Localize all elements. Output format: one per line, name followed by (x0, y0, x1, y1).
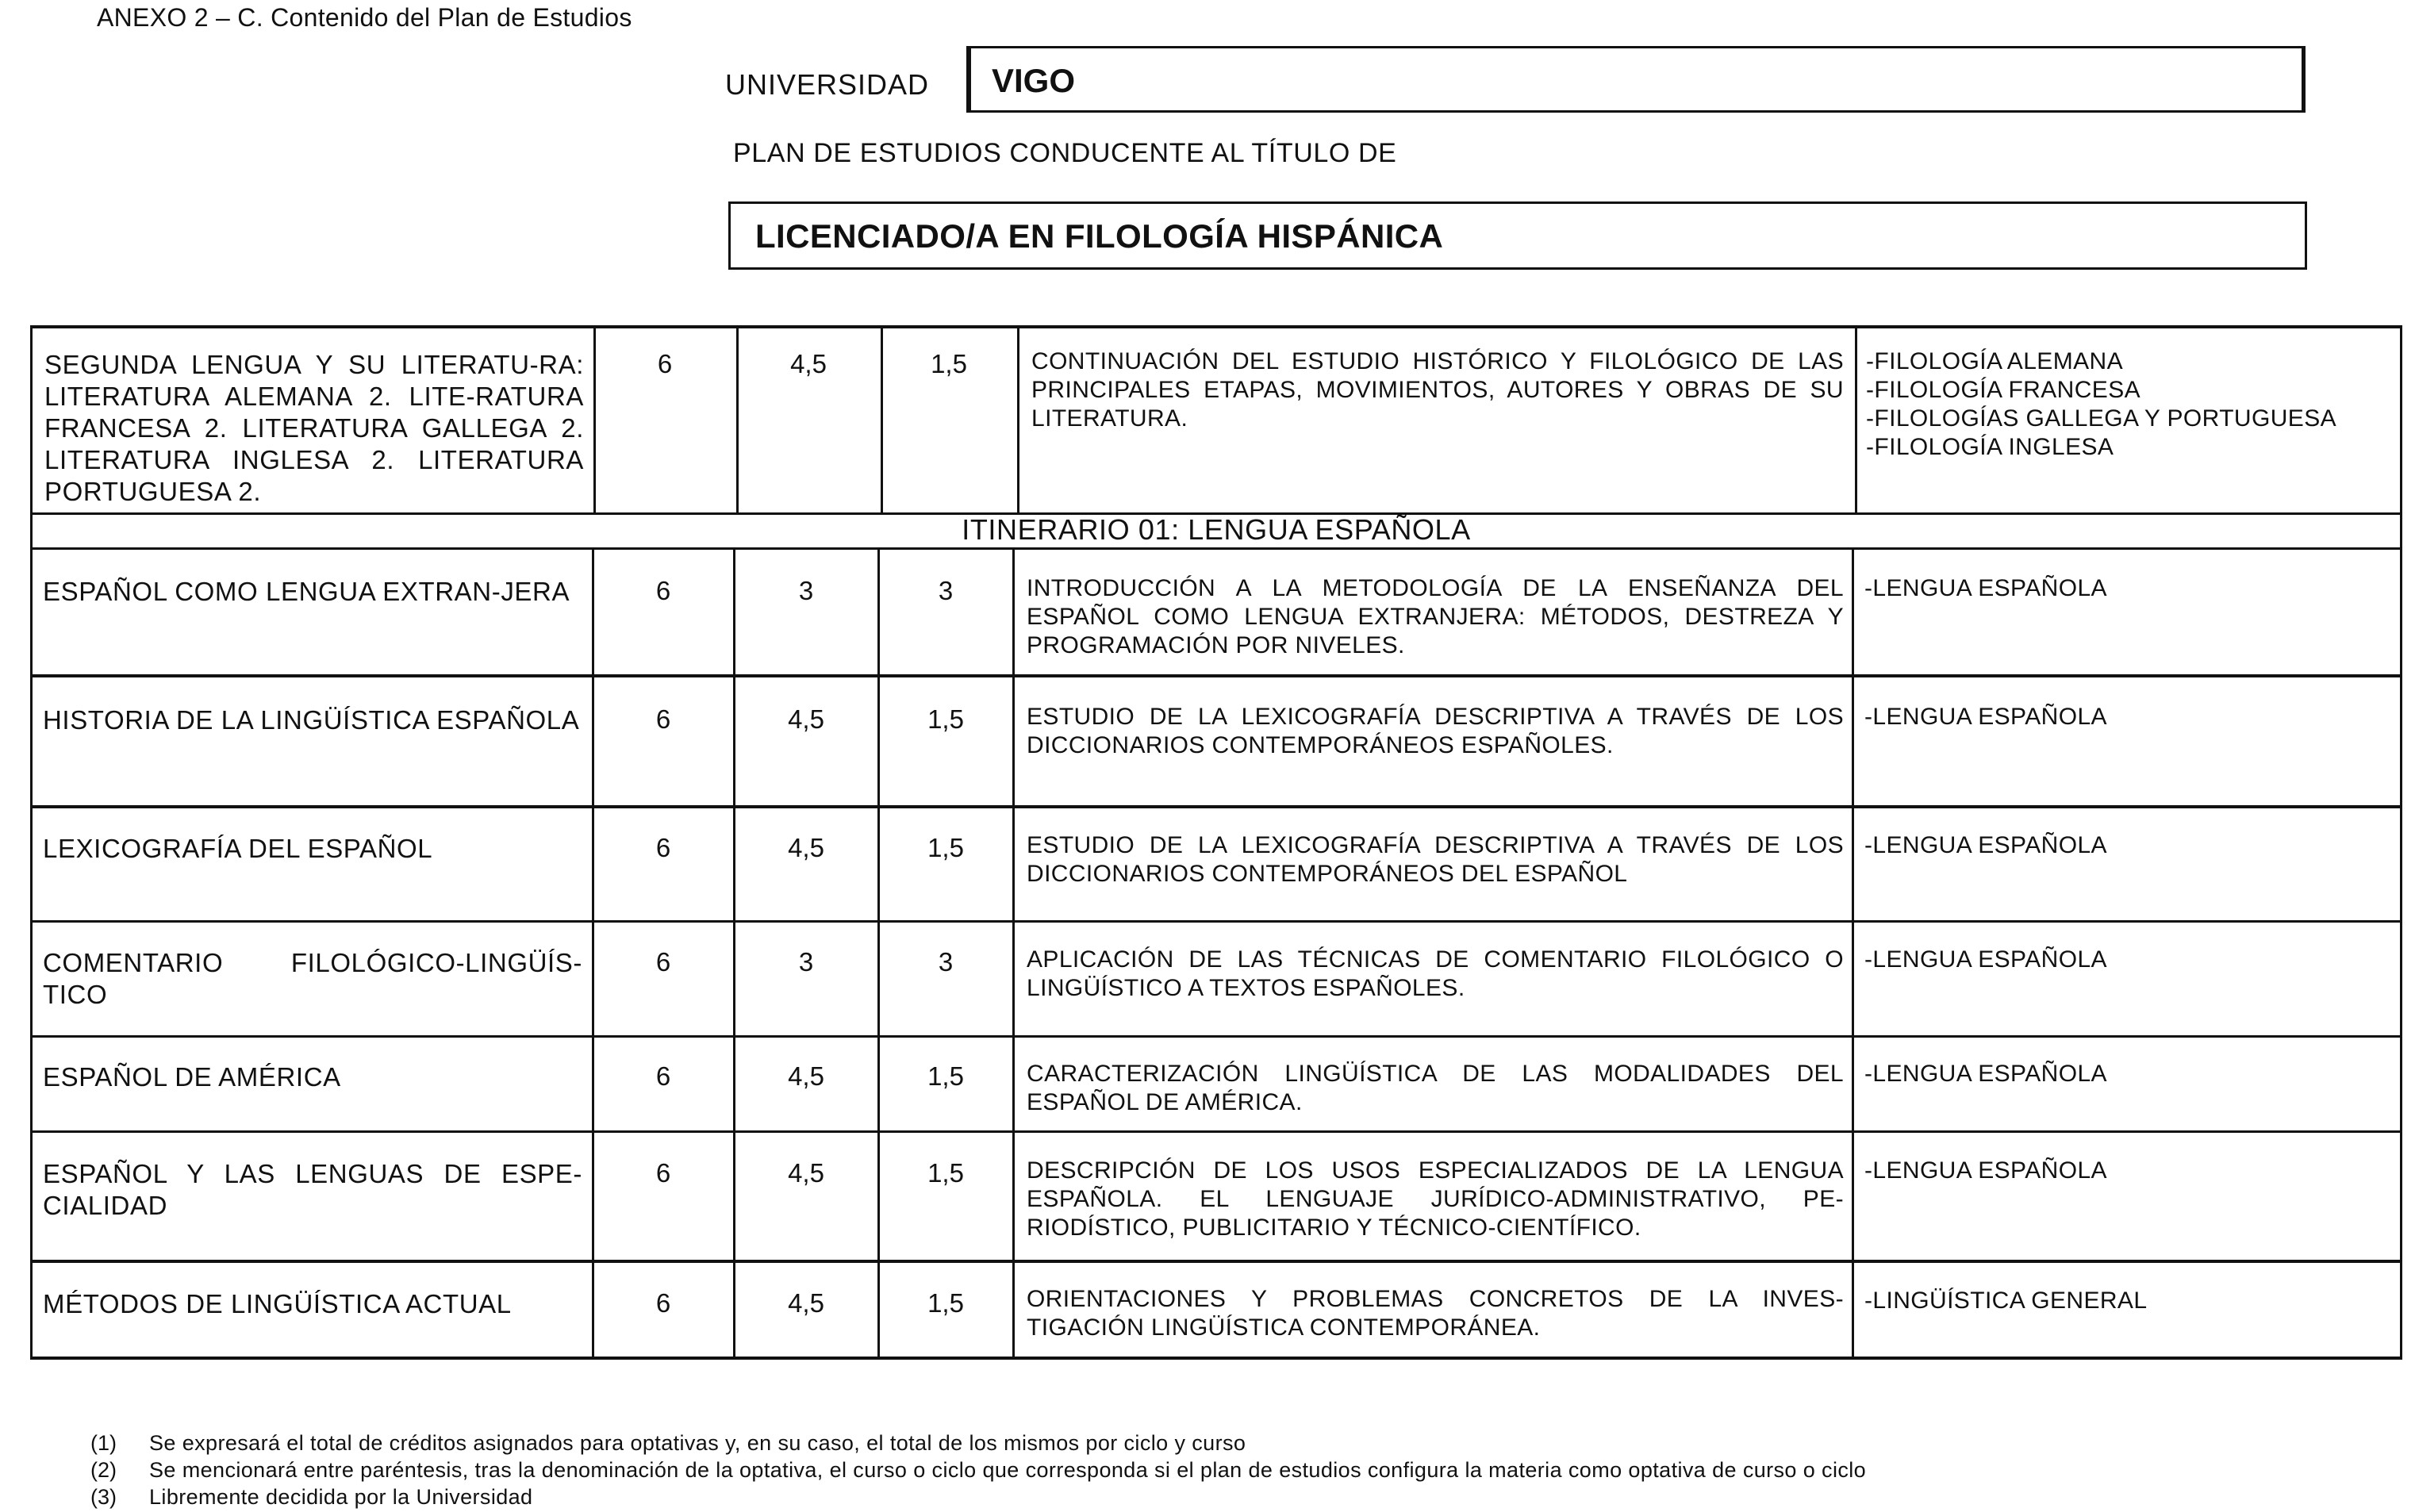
credits-total: 6 (655, 947, 671, 977)
knowledge-areas: -LENGUA ESPAÑOLA (1864, 1157, 2107, 1184)
footnote-text: Libremente decidida por la Universidad (149, 1485, 533, 1509)
credits-practice: 1,5 (931, 349, 967, 378)
subject-description: CARACTERIZACIÓN LINGÜÍSTICA DE LAS MODALIDADES DEL ESPAÑOL DE AMÉRICA. (1027, 1061, 1844, 1115)
credits-practice: 1,5 (927, 833, 964, 862)
knowledge-areas: -LENGUA ESPAÑOLA (1864, 946, 2107, 973)
credits-total: 6 (655, 704, 671, 734)
itinerary-label: ITINERARIO 01: LENGUA ESPAÑOLA (962, 513, 1471, 546)
table-rule (30, 325, 2402, 328)
university-name: VIGO (992, 62, 1076, 99)
knowledge-areas: -LENGUA ESPAÑOLA (1864, 704, 2107, 730)
footnote-text: Se expresará el total de créditos asignados para optativas y, en su caso, el total de los mismos por ciclo y curso (149, 1431, 1246, 1455)
credits-practice: 1,5 (927, 1061, 964, 1091)
credits-total: 6 (657, 349, 673, 378)
credits-theory: 4,5 (788, 1288, 824, 1318)
table-rule (1012, 549, 1015, 1358)
credits-theory: 3 (798, 947, 814, 977)
credits-theory: 4,5 (788, 1158, 824, 1188)
university-label: UNIVERSIDAD (725, 68, 930, 101)
credits-practice: 3 (938, 947, 954, 977)
footnote-number: (2) (90, 1458, 117, 1482)
table-rule (30, 920, 2402, 923)
knowledge-areas: -LINGÜÍSTICA GENERAL (1864, 1288, 2148, 1314)
knowledge-areas: -LENGUA ESPAÑOLA (1864, 832, 2107, 858)
knowledge-areas: -LENGUA ESPAÑOLA (1864, 1061, 2107, 1087)
annex-title: ANEXO 2 – C. Contenido del Plan de Estudios (97, 3, 632, 32)
university-box (966, 46, 2306, 113)
subject-description: ORIENTACIONES Y PROBLEMAS CONCRETOS DE LA INVES-TIGACIÓN LINGÜÍSTICA CONTEMPORÁNEA. (1027, 1286, 1844, 1341)
footnote-number: (3) (90, 1485, 117, 1509)
credits-total: 6 (655, 833, 671, 862)
table-rule (30, 325, 33, 1360)
credits-total: 6 (655, 1061, 671, 1091)
table-rule (1855, 325, 1857, 514)
table-rule (30, 805, 2402, 808)
credits-practice: 3 (938, 576, 954, 605)
credits-practice: 1,5 (927, 1288, 964, 1318)
table-rule (1017, 325, 1019, 514)
subject-name: ESPAÑOL DE AMÉRICA (43, 1062, 341, 1092)
table-rule (30, 1260, 2402, 1263)
table-rule (1852, 549, 1854, 1358)
subject-name: SEGUNDA LENGUA Y SU LITERATU-RA: LITERATURA ALEMANA 2. LITE-RATURA FRANCESA 2. LITERATURA GALLEGA 2. LITERATURA INGLESA 2. LITERATURA PORTUGUESA 2. (44, 350, 584, 506)
table-rule (30, 1130, 2402, 1133)
table-rule (30, 1357, 2402, 1360)
table-rule (30, 674, 2402, 677)
credits-theory: 4,5 (790, 349, 827, 378)
subject-description: DESCRIPCIÓN DE LOS USOS ESPECIALIZADOS DE LA LENGUA ESPAÑOLA. EL LENGUAJE JURÍDICO-ADMINISTRATIVO, PE-RIODÍSTICO, PUBLICITARIO Y TÉCNICO-CIENTÍFICO. (1027, 1157, 1844, 1241)
subject-name: MÉTODOS DE LINGÜÍSTICA ACTUAL (43, 1289, 512, 1318)
subject-description: INTRODUCCIÓN A LA METODOLOGÍA DE LA ENSEÑANZA DEL ESPAÑOL COMO LENGUA EXTRANJERA: MÉTODOS, DESTREZA Y PROGRAMACIÓN POR NIVELES. (1027, 575, 1844, 658)
footnote-number: (1) (90, 1431, 117, 1455)
credits-theory: 4,5 (788, 1061, 824, 1091)
table-rule (30, 1035, 2402, 1038)
subject-description: ESTUDIO DE LA LEXICOGRAFÍA DESCRIPTIVA A TRAVÉS DE LOS DICCIONARIOS CONTEMPORÁNEOS ESPAÑOLES. (1027, 704, 1844, 758)
credits-practice: 1,5 (927, 704, 964, 734)
subject-name: ESPAÑOL Y LAS LENGUAS DE ESPE-CIALIDAD (43, 1159, 582, 1220)
credits-practice: 1,5 (927, 1158, 964, 1188)
subject-name: ESPAÑOL COMO LENGUA EXTRAN-JERA (43, 577, 570, 606)
credits-total: 6 (655, 1158, 671, 1188)
subject-description: CONTINUACIÓN DEL ESTUDIO HISTÓRICO Y FILOLÓGICO DE LAS PRINCIPALES ETAPAS, MOVIMIENTOS, AUTORES Y OBRAS DE SU LITERATURA. (1031, 348, 1844, 432)
plan-label: PLAN DE ESTUDIOS CONDUCENTE AL TÍTULO DE (733, 138, 1397, 168)
knowledge-areas: -FILOLOGÍA ALEMANA -FILOLOGÍA FRANCESA -FILOLOGÍAS GALLEGA Y PORTUGUESA -FILOLOGÍA INGLESA (1866, 348, 2337, 460)
degree-title: LICENCIADO/A EN FILOLOGÍA HISPÁNICA (755, 217, 1444, 255)
table-rule (30, 547, 2402, 550)
subjects-table (30, 325, 2402, 1364)
subject-name: HISTORIA DE LA LINGÜÍSTICA ESPAÑOLA (43, 705, 580, 735)
subject-name: LEXICOGRAFÍA DEL ESPAÑOL (43, 834, 433, 863)
credits-theory: 4,5 (788, 704, 824, 734)
subject-description: ESTUDIO DE LA LEXICOGRAFÍA DESCRIPTIVA A TRAVÉS DE LOS DICCIONARIOS CONTEMPORÁNEOS DEL ESPAÑOL (1027, 832, 1844, 887)
table-rule (2400, 325, 2402, 1360)
credits-total: 6 (655, 1288, 671, 1318)
subject-description: APLICACIÓN DE LAS TÉCNICAS DE COMENTARIO FILOLÓGICO O LINGÜÍSTICO A TEXTOS ESPAÑOLES. (1027, 946, 1844, 1001)
subject-name: COMENTARIO FILOLÓGICO-LINGÜÍS-TICO (43, 948, 582, 1009)
credits-total: 6 (655, 576, 671, 605)
footnote-text: Se mencionará entre paréntesis, tras la denominación de la optativa, el curso o ciclo que corresponda si el plan de estudios configura la materia como optativa de curso o ciclo (149, 1458, 1867, 1482)
credits-theory: 4,5 (788, 833, 824, 862)
knowledge-areas: -LENGUA ESPAÑOLA (1864, 575, 2107, 601)
credits-theory: 3 (798, 576, 814, 605)
